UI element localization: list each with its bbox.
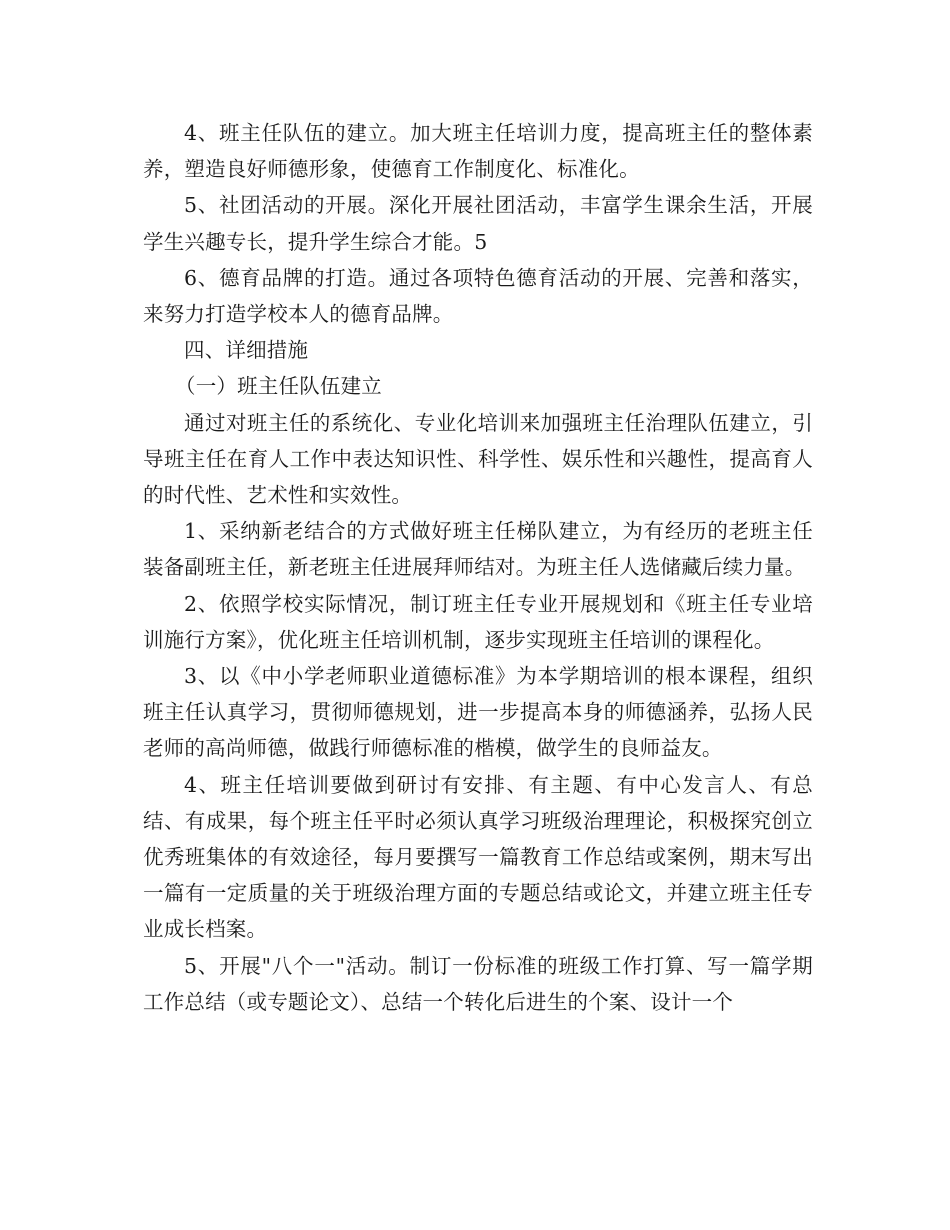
- paragraph-moral-brand: 6、德育品牌的打造。通过各项特色德育活动的开展、完善和落实，来努力打造学校本人的德育品牌。: [143, 265, 813, 327]
- paragraph-item-3: 3、以《中小学老师职业道德标准》为本学期培训的根本课程，组织班主任认真学习，贯彻师德规划，进一步提高本身的师德涵养，弘扬人民老师的高尚师德，做践行师德标准的楷模，做学生的良师益友。: [143, 664, 813, 761]
- paragraph-item-5: 5、开展"八个一"活动。制订一份标准的班级工作打算、写一篇学期工作总结（或专题论文）、总结一个转化后进生的个案、设计一个: [143, 953, 813, 1014]
- subsection-heading-team-building: （一）班主任队伍建立: [175, 374, 382, 399]
- paragraph-class-teacher-team: 4、班主任队伍的建立。加大班主任培训力度，提高班主任的整体素养，塑造良好师德形象，使德育工作制度化、标准化。: [143, 121, 813, 182]
- paragraph-club-activities: 5、社团活动的开展。深化开展社团活动，丰富学生课余生活，开展学生兴趣专长，提升学生综合才能。5: [143, 193, 813, 254]
- paragraph-item-2: 2、依照学校实际情况，制订班主任专业开展规划和《班主任专业培训施行方案》，优化班主任培训机制，逐步实现班主任培训的课程化。: [143, 591, 813, 652]
- section-heading-measures: 四、详细措施: [184, 338, 309, 363]
- paragraph-item-4: 4、班主任培训要做到研讨有安排、有主题、有中心发言人、有总结、有成果，每个班主任平时必须认真学习班级治理理论，积极探究创立优秀班集体的有效途径，每月要撰写一篇教育工作总结或案例，期末写出一篇有一定质量的关于班级治理方面的专题总结或论文，并建立班主任专业成长档案。: [143, 772, 813, 942]
- paragraph-item-1: 1、采纳新老结合的方式做好班主任梯队建立，为有经历的老班主任装备副班主任，新老班主任进展拜师结对。为班主任人选储藏后续力量。: [143, 519, 813, 580]
- document-page: [143, 115, 813, 1020]
- paragraph-training-intro: 通过对班主任的系统化、专业化培训来加强班主任治理队伍建立，引导班主任在育人工作中表达知识性、科学性、娱乐性和兴趣性，提高育人的时代性、艺术性和实效性。: [143, 410, 813, 508]
